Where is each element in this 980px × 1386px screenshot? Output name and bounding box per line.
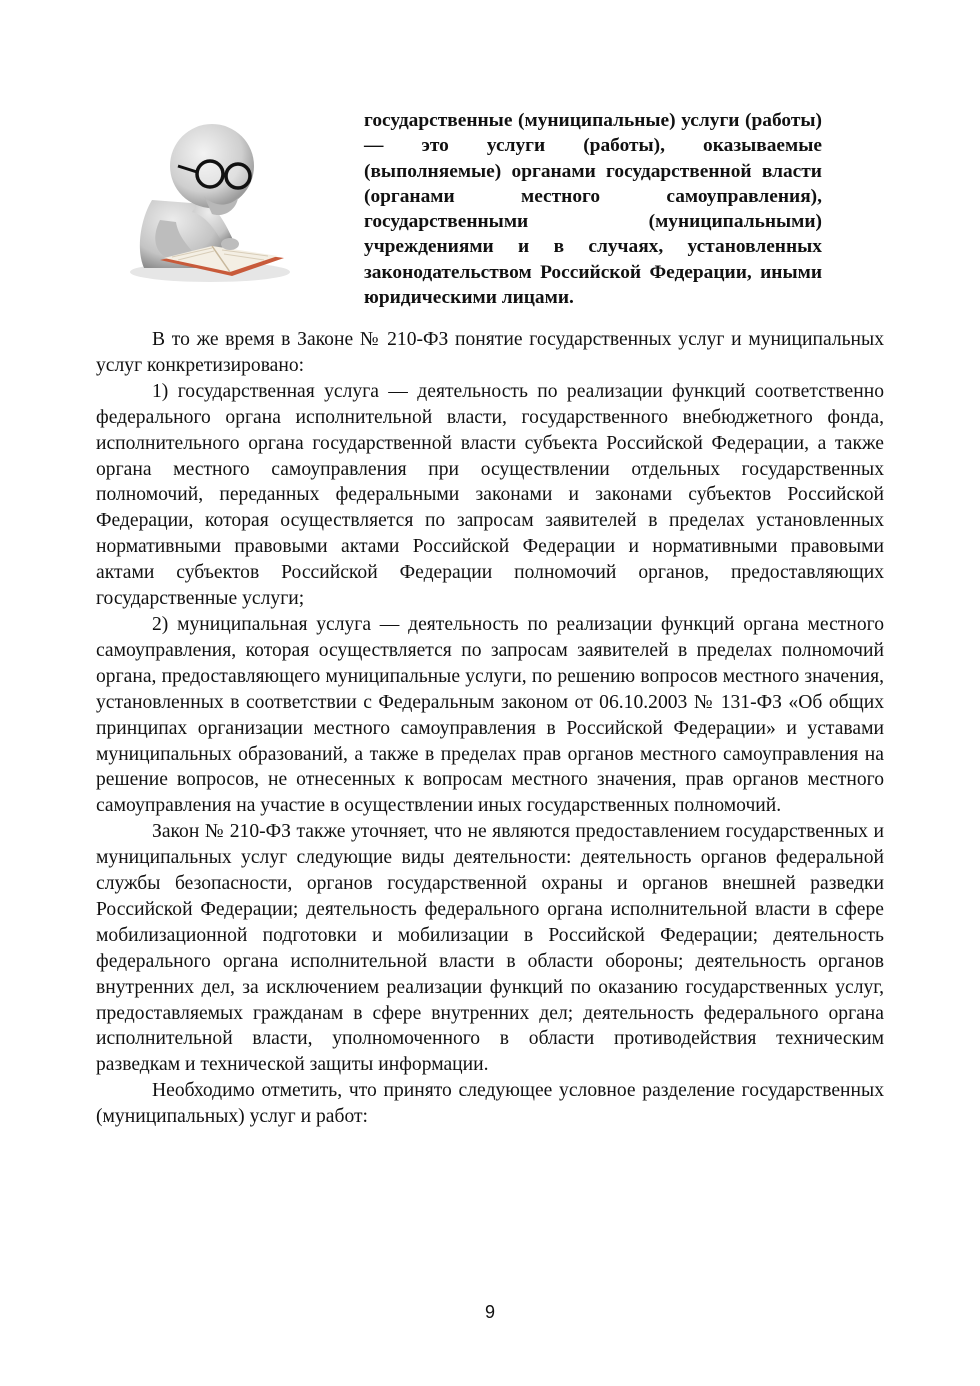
paragraph-exclusions: Закон № 210-ФЗ также уточняет, что не являются предоставлением государственных и муниципальных услуг следующие виды деятельности: деятельность органов федеральной службы безопасности, органов государственной охраны и органов внешней разведки Российской Федерации; деятельность федерального органа исполнительной власти в сфере мобилизационной подготовки и мобилизации в Российской Федерации; деятельность федерального органа исполнительной власти в области обороны; деятельность органов внутренних дел, за исключением реализации функций по оказанию государственных услуг, предоставляемых гражданам в сфере внутренних дел; деятельность федерального органа исполнительной власти, уполномоченного в области противодействия техническим разведкам и технической защиты информации. (96, 821, 884, 1076)
page-number: 9 (484, 1302, 495, 1322)
paragraph-state-service: 1) государственная услуга — деятельность по реализации функций соответственно федерального органа исполнительной власти, государственного внебюджетного фонда, исполнительного органа государственной власти субъекта Российской Федерации, а также органа местного самоуправления при осуществлении отдельных государственных полномочий, переданных федеральными законами и законами субъектов Российской Федерации, которая осуществляется по запросам заявителей в пределах установленных нормативными правовыми актами Российской Федерации и нормативными правовыми актами субъектов Российской Федерации полномочий органов, предоставляющих государственные услуги; (96, 380, 884, 610)
paragraph-classification: Необходимо отметить, что принято следующее условное разделение государственных (муниципальных) услуг и работ: (96, 1080, 884, 1128)
thinking-figure-reading-book-icon (100, 100, 300, 290)
body-text (96, 327, 884, 1130)
paragraph-municipal-service: 2) муниципальная услуга — деятельность по реализации функций органа местного самоуправления, которая осуществляется по запросам заявителей в пределах полномочий органа, предоставляющего муниципальные услуги, по решению вопросов местного значения, установленных в соответствии с Федеральным законом от 06.10.2003 № 131-ФЗ «Об общих принципах организации местного самоуправления в Российской Федерации» и уставами муниципальных образований, а также в пределах прав органов местного самоуправления на решение вопросов, не отнесенных к вопросам местного значения, прав органов местного самоуправления на участие в осуществлении иных государственных полномочий. (96, 613, 884, 817)
definition-text: государственные (муниципальные) услуги (работы) — это услуги (работы), оказываемые (выполняемые) органами государственной власти (органами местного самоуправления), государственными (муниципальными) учреждениями и в случаях, установленных законодательством Российской Федерации, иными юридическими лицами. (364, 110, 822, 309)
paragraph-intro: В то же время в Законе № 210-ФЗ понятие государственных услуг и муниципальных услуг конкретизировано: (96, 329, 884, 376)
